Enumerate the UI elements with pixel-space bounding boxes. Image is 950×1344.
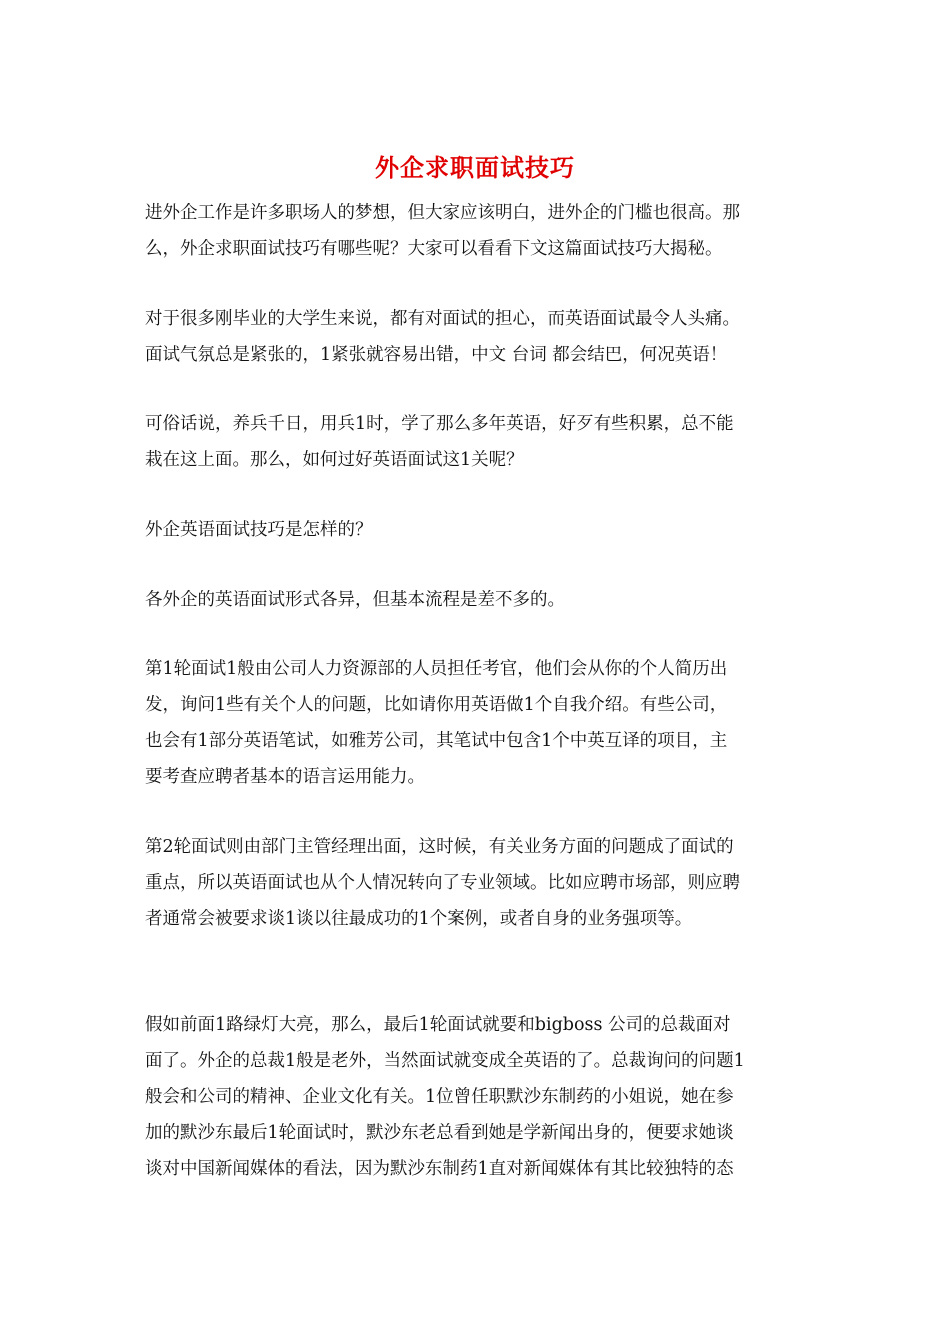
paragraph-line: 也会有1部分英语笔试，如雅芳公司，其笔试中包含1个中英互译的项目，主 <box>145 731 728 751</box>
paragraph-line: 对于很多刚毕业的大学生来说，都有对面试的担心，而英语面试最令人头痛。 <box>145 309 740 329</box>
paragraph-line: 发，询问1些有关个人的问题，比如请你用英语做1个自我介绍。有些公司， <box>145 695 728 715</box>
paragraph-line: 假如前面1路绿灯大亮，那么，最后1轮面试就要和bigboss 公司的总裁面对 <box>145 1015 731 1035</box>
paragraph-line: 第2轮面试则由部门主管经理出面，这时候，有关业务方面的问题成了面试的 <box>145 837 734 857</box>
paragraph-line: 般会和公司的精神、企业文化有关。1位曾任职默沙东制药的小姐说，她在参 <box>145 1087 734 1107</box>
paragraph-line: 第1轮面试1般由公司人力资源部的人员担任考官，他们会从你的个人简历出 <box>145 659 728 679</box>
paragraph-line: 重点，所以英语面试也从个人情况转向了专业领域。比如应聘市场部，则应聘 <box>145 873 740 893</box>
paragraph-line: 面试气氛总是紧张的，1紧张就容易出错，中文 台词 都会结巴，何况英语！ <box>145 345 728 365</box>
paragraph-line: 么，外企求职面试技巧有哪些呢？大家可以看看下文这篇面试技巧大揭秘。 <box>145 239 723 259</box>
paragraph-line: 可俗话说，养兵千日，用兵1时，学了那么多年英语，好歹有些积累，总不能 <box>145 414 734 434</box>
paragraph-line: 要考查应聘者基本的语言运用能力。 <box>145 767 425 787</box>
paragraph-line: 加的默沙东最后1轮面试时，默沙东老总看到她是学新闻出身的，便要求她谈 <box>145 1123 734 1143</box>
paragraph-line: 外企英语面试技巧是怎样的？ <box>145 520 373 540</box>
document-title: 外企求职面试技巧 <box>375 153 575 182</box>
paragraph-line: 各外企的英语面试形式各异，但基本流程是差不多的。 <box>145 590 565 610</box>
paragraph-line: 面了。外企的总裁1般是老外，当然面试就变成全英语的了。总裁询问的问题1 <box>145 1051 745 1071</box>
paragraph-line: 者通常会被要求谈1谈以往最成功的1个案例，或者自身的业务强项等。 <box>145 909 693 929</box>
paragraph-line: 栽在这上面。那么，如何过好英语面试这1关呢？ <box>145 450 524 470</box>
paragraph-line: 进外企工作是许多职场人的梦想，但大家应该明白，进外企的门槛也很高。那 <box>145 203 740 223</box>
paragraph-line: 谈对中国新闻媒体的看法，因为默沙东制药1直对新闻媒体有其比较独特的态 <box>145 1159 734 1179</box>
